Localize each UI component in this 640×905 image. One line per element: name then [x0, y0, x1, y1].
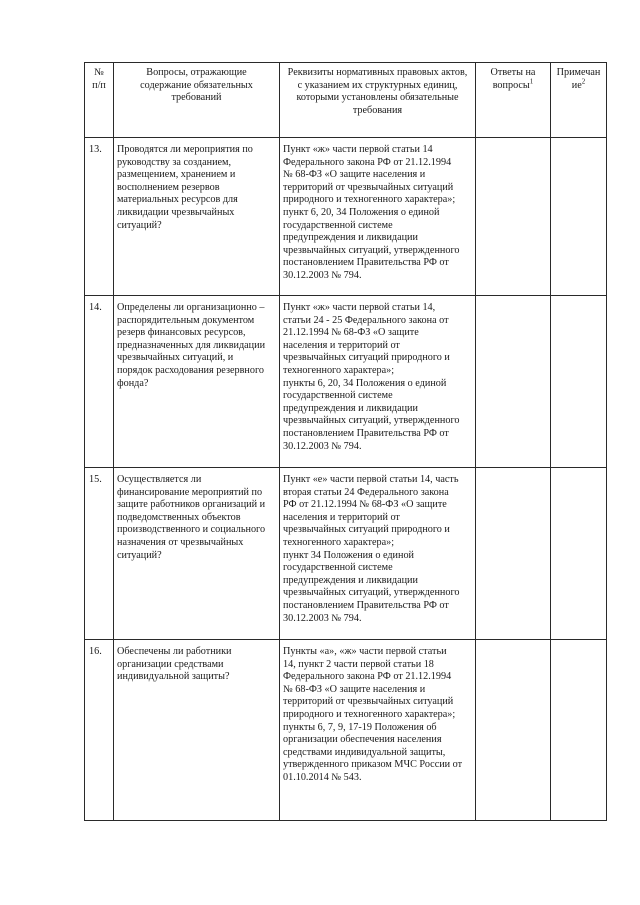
text-line: Реквизиты нормативных правовых актов, [287, 67, 468, 78]
text-line: Проводятся ли мероприятия по [117, 144, 253, 155]
text-line: пункты 6, 7, 9, 17-19 Положения об [283, 721, 437, 733]
text-line: Ответы на [490, 67, 536, 78]
text-line: защите работников организаций и [117, 499, 266, 511]
text-line: требования [352, 104, 403, 116]
text-line: Пункты «а», «ж» части первой статьи [283, 646, 447, 657]
text-line: фонда? [117, 377, 149, 389]
text-line: организации обеспечения населения [283, 734, 442, 746]
text-line: индивидуальной защиты? [117, 671, 230, 683]
answer-cell[interactable] [476, 138, 551, 296]
text-line: назначения от чрезвычайных [117, 536, 244, 548]
text-line: Пункт «е» части первой статьи 14, часть [283, 474, 459, 485]
text-line: $ие^2$ [571, 77, 586, 91]
note-cell[interactable] [551, 640, 607, 821]
row-number: 14. [85, 296, 114, 468]
text-line: государственной системе [283, 219, 393, 231]
text-line: природного и техногенного характера»; [283, 194, 456, 206]
text-line: постановлением Правительства РФ от [283, 257, 449, 269]
text-line: предупреждения и ликвидации [283, 402, 418, 414]
text-line: Определены ли организационно – [117, 302, 265, 313]
text-line: предупреждения и ликвидации [283, 574, 418, 586]
text-line: населения и территорий от [283, 339, 400, 351]
text-line: территорий от чрезвычайных ситуаций [283, 696, 454, 708]
text-line: государственной системе [283, 390, 393, 402]
requisites-cell [280, 468, 476, 640]
text-line: предназначенных для ликвидации [117, 339, 266, 351]
text-line: № [94, 67, 104, 78]
row-number: 15. [85, 468, 114, 640]
table-row [85, 640, 607, 821]
header-notes [551, 63, 607, 138]
text-line: Обеспечены ли работники [117, 646, 232, 657]
text-line: населения и территорий от [283, 511, 400, 523]
text-line: чрезвычайных ситуаций, утвержденного [283, 244, 460, 256]
text-line: 30.12.2003 № 794. [283, 269, 362, 281]
text-line: Примечан [556, 67, 601, 78]
table-row [85, 138, 607, 296]
text-line: восполнением резервов [117, 181, 220, 193]
text-line: 30.12.2003 № 794. [283, 440, 362, 452]
text-line: утвержденного приказом МЧС России от [283, 759, 463, 771]
text-line: пункт 6, 20, 34 Положения о единой [283, 206, 440, 218]
text-line: № 68-ФЗ «О защите населения и [283, 169, 426, 181]
text-line: Пункт «ж» части первой статьи 14, [283, 302, 436, 313]
text-line: ситуаций? [117, 549, 162, 561]
text-line: 21.12.1994 № 68-ФЗ «О защите [283, 327, 419, 339]
text-line: чрезвычайных ситуаций, и [117, 352, 234, 364]
text-line: чрезвычайных ситуаций, утвержденного [283, 415, 460, 427]
header-requisites [280, 63, 476, 138]
question-cell [114, 138, 280, 296]
answer-cell[interactable] [476, 640, 551, 821]
table-header-row [85, 63, 607, 138]
text-line: статьи 24 - 25 Федерального закона от [283, 314, 449, 326]
table-row [85, 296, 607, 468]
text-line: № 68-ФЗ «О защите населения и [283, 683, 426, 695]
text-line: Федерального закона РФ от 21.12.1994 [283, 156, 452, 168]
question-cell [114, 296, 280, 468]
text-line: чрезвычайных ситуаций, утвержденного [283, 587, 460, 599]
question-cell [114, 468, 280, 640]
text-line: Федерального закона РФ от 21.12.1994 [283, 671, 452, 683]
text-line: п/п [92, 79, 106, 91]
text-line: территорий от чрезвычайных ситуаций [283, 181, 454, 193]
text-line: предупреждения и ликвидации [283, 232, 418, 244]
text-line: организации средствами [117, 658, 224, 670]
table-row [85, 468, 607, 640]
text-line: техногенного характера»; [283, 364, 395, 376]
text-line: государственной системе [283, 562, 393, 574]
question-cell [114, 640, 280, 821]
header-answers [476, 63, 551, 138]
text-line: с указанием их структурных единиц, [297, 79, 458, 91]
text-line: которыми установлены обязательные [296, 92, 459, 104]
text-line: 30.12.2003 № 794. [283, 612, 362, 624]
text-line: 14, пункт 2 части первой статьи 18 [283, 658, 434, 670]
text-line: подведомственных объектов [117, 511, 241, 523]
text-line: Вопросы, отражающие [146, 67, 247, 78]
text-line: руководству за созданием, [117, 156, 232, 168]
text-line: РФ от 21.12.1994 № 68-ФЗ «О защите [283, 499, 447, 511]
text-line: Осуществляется ли [117, 474, 202, 485]
text-line: пункт 34 Положения о единой [283, 549, 415, 561]
text-line: постановлением Правительства РФ от [283, 599, 449, 611]
text-line: содержание обязательных [140, 79, 253, 91]
header-num [85, 63, 114, 138]
text-line: Пункт «ж» части первой статьи 14 [283, 144, 433, 155]
row-number: 13. [85, 138, 114, 296]
row-number: 16. [85, 640, 114, 821]
requisites-cell [280, 640, 476, 821]
note-cell[interactable] [551, 468, 607, 640]
text-line: ситуаций? [117, 219, 162, 231]
note-cell[interactable] [551, 296, 607, 468]
text-line: пункты 6, 20, 34 Положения о единой [283, 377, 447, 389]
text-line: требований [171, 92, 222, 104]
text-line: 01.10.2014 № 543. [283, 771, 362, 783]
requisites-cell [280, 138, 476, 296]
text-line: чрезвычайных ситуаций природного и [283, 352, 450, 364]
text-line: техногенного характера»; [283, 536, 395, 548]
checklist-table [84, 62, 607, 821]
text-line: резерв финансовых ресурсов, [117, 327, 246, 339]
text-line: средствами индивидуальной защиты, [283, 746, 446, 758]
requisites-cell [280, 296, 476, 468]
text-line: природного и техногенного характера»; [283, 708, 456, 720]
text-line: материальных ресурсов для [117, 194, 238, 206]
answer-cell[interactable] [476, 468, 551, 640]
text-line: постановлением Правительства РФ от [283, 427, 449, 439]
header-question [114, 63, 280, 138]
text-line: чрезвычайных ситуаций природного и [283, 524, 450, 536]
text-line: вопросы$^1$ [492, 77, 534, 91]
note-cell[interactable] [551, 138, 607, 296]
text-line: ликвидации чрезвычайных [117, 206, 235, 218]
text-line: размещением, хранением и [117, 169, 236, 181]
text-line: финансирование мероприятий по [117, 486, 263, 498]
text-line: производственного и социального [117, 524, 266, 536]
answer-cell[interactable] [476, 296, 551, 468]
text-line: распорядительным документом [117, 314, 255, 326]
text-line: порядок расходования резервного [117, 364, 264, 376]
text-line: вторая статьи 24 Федерального закона [283, 486, 449, 498]
